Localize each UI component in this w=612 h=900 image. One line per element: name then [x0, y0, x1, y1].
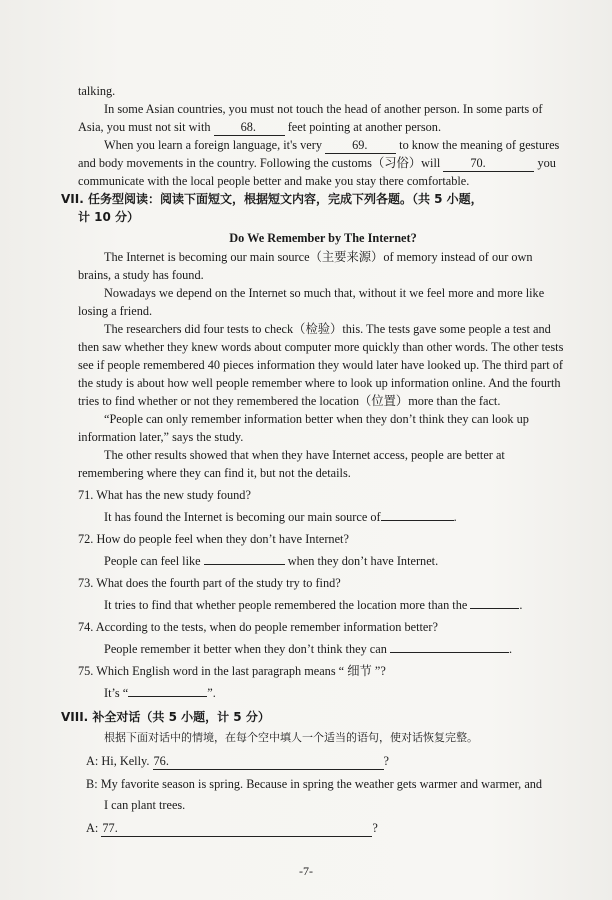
answer-text: . — [508, 642, 513, 656]
page-content — [61, 82, 568, 837]
passage-text: to know the meaning of gestures and body movements in the country. Following the customs（习俗）will — [78, 138, 560, 170]
passage-text: When you learn a foreign language, it's very — [104, 138, 323, 152]
question-75: 75. Which English word in the last paragraph means “ 细节 ”? — [78, 664, 386, 678]
passage-text: you communicate with the local people better and make you stay there comfortable. — [78, 156, 556, 188]
answer-blank-75[interactable] — [128, 696, 207, 697]
answer-text: when they don’t have Internet. — [287, 554, 439, 568]
question-71: 71. What has the new study found? — [78, 488, 251, 502]
speaker-label: B: — [86, 777, 98, 791]
passage-text: feet pointing at another person. — [287, 120, 442, 134]
blank-69[interactable] — [325, 138, 396, 154]
answer-text: . — [519, 598, 523, 612]
dialog-line-76 — [78, 752, 568, 770]
reading-paragraph: The other results showed that when they have Internet access, people are better at remembering where they can find it, but not the details. — [78, 448, 505, 480]
passage-paragraph — [78, 100, 568, 136]
blank-number: 69. — [352, 138, 368, 152]
answer-line-73 — [78, 596, 568, 614]
section-8-instruction: 根据下面对话中的情境，在每个空中填人一个适当的语句，使对话恢复完整。 — [104, 731, 478, 744]
answer-blank-73[interactable] — [470, 608, 519, 609]
dialog-text: My favorite season is spring. Because in spring the weather gets warmer and warmer, and — [100, 777, 543, 791]
blank-number: 70. — [470, 156, 486, 170]
question-74: 74. According to the tests, when do people remember information better? — [78, 620, 438, 634]
section-7-heading-cont: 计 10 分） — [78, 210, 140, 224]
blank-number: 68. — [240, 120, 256, 134]
answer-text: . — [453, 510, 457, 524]
question-72: 72. How do people feel when they don’t have Internet? — [78, 532, 349, 546]
answer-line-74 — [78, 640, 568, 658]
blank-68[interactable] — [214, 120, 285, 136]
blank-number: 77. — [102, 821, 118, 835]
answer-text: It’s “ — [104, 686, 129, 700]
dialog-line-b — [78, 775, 568, 793]
speaker-label: A: — [86, 754, 99, 768]
blank-70[interactable] — [443, 156, 534, 172]
section-7-heading: VII. 任务型阅读：阅读下面短文，根据短文内容，完成下列各题。（共 5 小题， — [61, 192, 483, 206]
reading-paragraph: “People can only remember information better when they don’t think they can look up information later,” says the study. — [78, 412, 529, 444]
blank-number: 76. — [153, 754, 169, 768]
answer-text: It tries to find that whether people remembered the location more than the — [104, 598, 468, 612]
answer-blank-71[interactable] — [381, 520, 454, 521]
speaker-label: A: — [86, 821, 99, 835]
answer-line-71 — [78, 508, 568, 526]
question-73: 73. What does the fourth part of the study try to find? — [78, 576, 341, 590]
answer-blank-72[interactable] — [204, 564, 285, 565]
dialog-text: ? — [383, 754, 389, 768]
dialog-blank-77[interactable] — [101, 821, 372, 837]
reading-paragraph: The researchers did four tests to check（检验）this. The tests gave some people a test and then saw whether they knew words about computer more quickly than other words. The other tests see if people remembered 40 pieces information they would later have looked up. The third part of the study is about how well people remember where to look up information online. And the fourth tries to find whether or not they remembered the location（位置）more than the fact. — [78, 322, 564, 408]
dialog-text: ? — [372, 821, 378, 835]
dialog-text: Hi, Kelly. — [101, 754, 150, 768]
reading-title: Do We Remember by The Internet? — [229, 231, 417, 245]
answer-blank-74[interactable] — [390, 652, 509, 653]
dialog-line-b-cont: I can plant trees. — [104, 798, 186, 812]
passage-text: In some Asian countries, you must not touch the head of another person. In some parts of Asia, you must not sit with — [78, 102, 543, 134]
page-number: -7- — [299, 864, 313, 878]
dialog-blank-76[interactable] — [153, 754, 384, 770]
answer-text: It has found the Internet is becoming our main source of — [104, 510, 381, 524]
reading-paragraph: The Internet is becoming our main source（主要来源）of memory instead of our own brains, a study has found. — [78, 250, 533, 282]
passage-paragraph — [78, 136, 568, 190]
answer-line-75 — [78, 684, 568, 702]
dialog-line-77 — [78, 819, 568, 837]
answer-text: People remember it better when they don’t think they can — [104, 642, 387, 656]
answer-line-72 — [78, 552, 568, 570]
passage-line: talking. — [78, 84, 116, 98]
answer-text: People can feel like — [104, 554, 201, 568]
section-8-heading: VIII. 补全对话（共 5 小题，计 5 分） — [61, 710, 270, 724]
reading-paragraph: Nowadays we depend on the Internet so much that, without it we feel more and more like losing a friend. — [78, 286, 545, 318]
answer-text: ”. — [207, 686, 216, 700]
